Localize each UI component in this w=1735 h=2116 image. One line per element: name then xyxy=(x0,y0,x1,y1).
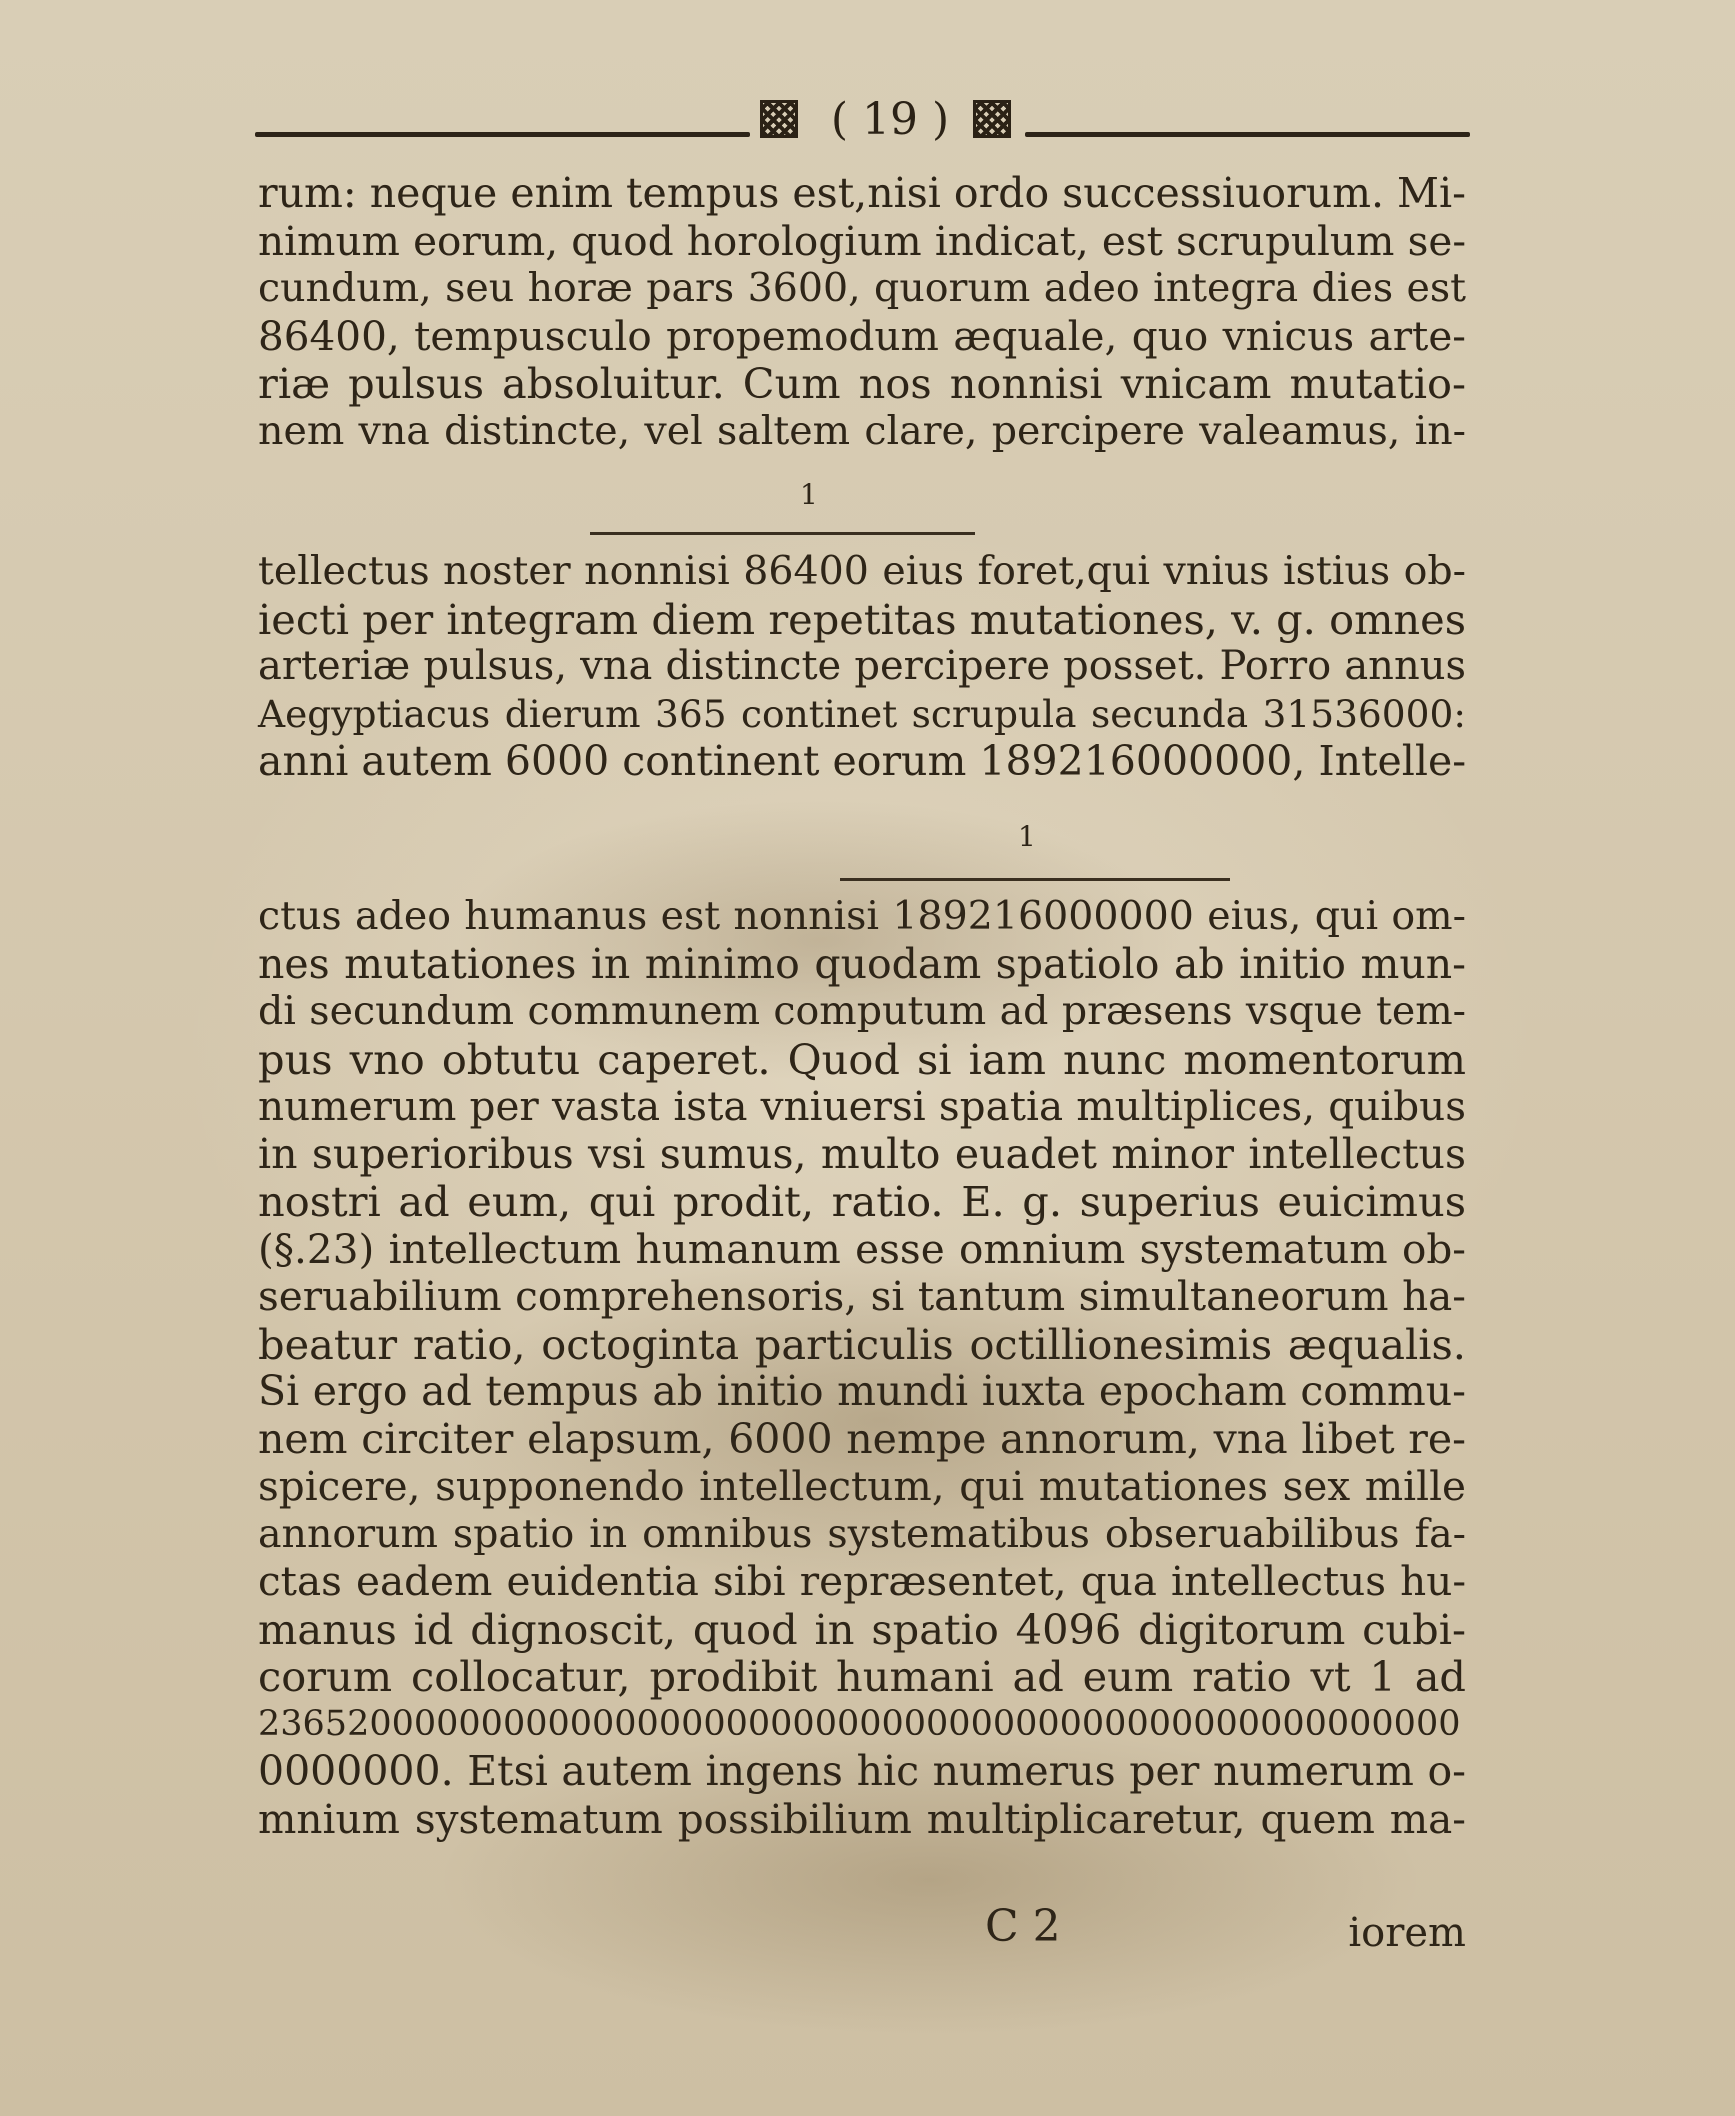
text-line: Aegyptiacus dierum 365 continet scrupula secunda 31536000: xyxy=(258,691,1466,736)
text-line: 0000000. Etsi autem ingens hic numerus per numerum o- xyxy=(258,1747,1466,1795)
section-marker: 1 xyxy=(1018,820,1036,853)
text-block-3 xyxy=(258,893,1466,1843)
text-line: manus id dignoscit, quod in spatio 4096 digitorum cubi- xyxy=(258,1604,1466,1654)
text-line: (§.23) intellectum humanum esse omnium systematum ob- xyxy=(258,1224,1466,1273)
text-line: iecti per integram diem repetitas mutationes, v. g. omnes xyxy=(258,594,1466,644)
separator-rule xyxy=(590,532,975,535)
text-line: pus vno obtutu caperet. Quod si iam nunc momentorum xyxy=(258,1034,1466,1084)
text-line: nem vna distincte, vel saltem clare, percipere valeamus, in- xyxy=(258,407,1466,454)
page-number: ( 19 ) xyxy=(830,94,950,145)
text-line: di secundum communem computum ad præsens vsque tem- xyxy=(258,988,1466,1034)
text-line: arteriæ pulsus, vna distincte percipere posset. Porro annus xyxy=(258,643,1466,689)
text-line: numerum per vasta ista vniuersi spatia multiplices, quibus xyxy=(258,1082,1466,1130)
text-line: cundum, seu horæ pars 3600, quorum adeo integra dies est xyxy=(258,265,1466,311)
fleuron-ornament-icon xyxy=(760,100,798,138)
text-line: Si ergo ad tempus ab initio mundi iuxta epocham commu- xyxy=(258,1367,1466,1415)
text-line: corum collocatur, prodibit humani ad eum ratio vt 1 ad xyxy=(258,1652,1466,1701)
text-line: rum: neque enim tempus est,nisi ordo successiuorum. Mi- xyxy=(258,169,1466,217)
text-line: 236520000000000000000000000000000000000000000000000000 xyxy=(258,1703,1461,1744)
text-line: tellectus noster nonnisi 86400 eius foret,qui vnius istius ob- xyxy=(258,548,1466,594)
separator-rule xyxy=(840,878,1230,881)
signature-mark: C 2 xyxy=(985,1901,1061,1952)
text-line: nimum eorum, quod horologium indicat, est scrupulum se- xyxy=(258,216,1466,265)
text-line: spicere, supponendo intellectum, qui mutationes sex mille xyxy=(258,1462,1466,1510)
text-line: seruabilium comprehensoris, si tantum simultaneorum ha- xyxy=(258,1272,1466,1320)
catchword: iorem xyxy=(1348,1910,1466,1956)
text-line: in superioribus vsi sumus, multo euadet minor intellectus xyxy=(258,1129,1466,1178)
page-header xyxy=(255,92,1470,152)
header-rule-left xyxy=(255,132,750,137)
text-line: nem circiter elapsum, 6000 nempe annorum, vna libet re- xyxy=(258,1414,1466,1463)
page-footer xyxy=(258,1902,1466,1958)
text-line: ctas eadem euidentia sibi repræsentet, qua intellectus hu- xyxy=(258,1557,1466,1605)
text-line: beatur ratio, octoginta particulis octillionesimis æqualis. xyxy=(258,1319,1466,1369)
text-line: nostri ad eum, qui prodit, ratio. E. g. superius euicimus xyxy=(258,1177,1466,1226)
header-rule-right xyxy=(1025,132,1470,137)
fleuron-ornament-icon xyxy=(973,100,1011,138)
text-line: riæ pulsus absoluitur. Cum nos nonnisi vnicam mutatio- xyxy=(258,359,1466,408)
text-line: annorum spatio in omnibus systematibus obseruabilibus fa- xyxy=(258,1510,1466,1557)
text-line: nes mutationes in minimo quodam spatiolo ab initio mun- xyxy=(258,939,1466,988)
text-block-2 xyxy=(258,548,1466,786)
text-line: ctus adeo humanus est nonnisi 189216000000 eius, qui om- xyxy=(258,893,1466,939)
section-marker: 1 xyxy=(800,478,818,511)
text-line: anni autem 6000 continent eorum 189216000000, Intelle- xyxy=(258,737,1467,785)
text-line: 86400, tempusculo propemodum æquale, quo vnicus arte- xyxy=(258,311,1466,360)
text-line: mnium systematum possibilium multiplicaretur, quem ma- xyxy=(258,1794,1466,1843)
text-block-1 xyxy=(258,170,1466,455)
